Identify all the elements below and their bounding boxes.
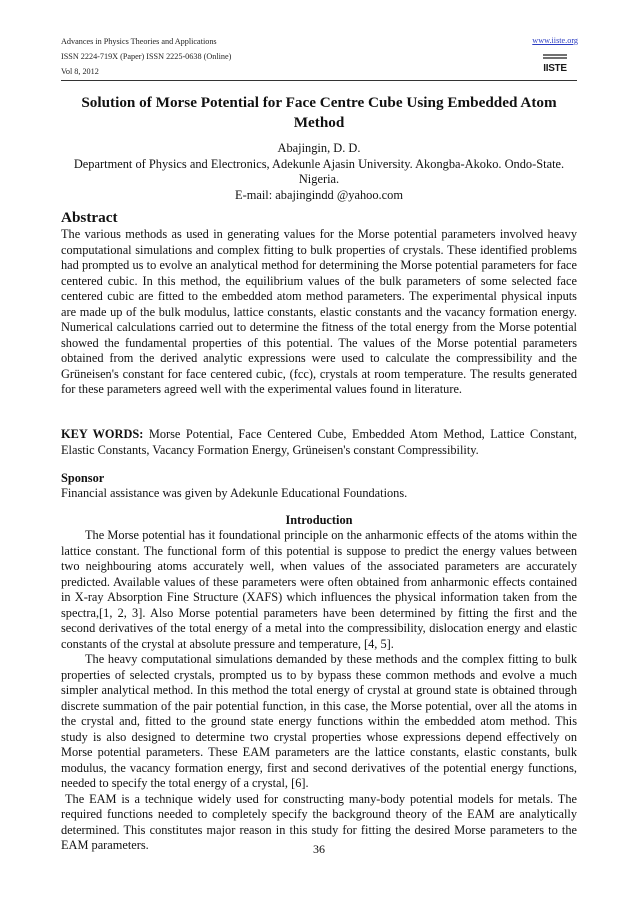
iiste-logo-icon [540,52,570,74]
introduction-body [61,528,577,854]
iiste-logo [540,52,570,74]
sponsor-block [61,486,577,502]
keywords-label: KEY WORDS: [61,427,144,441]
header-divider [61,80,577,81]
author-name: Abajingin, D. D. [277,141,361,155]
abstract-body [61,227,577,398]
intro-paragraph-3: The EAM is a technique widely used for constructing many-body potential models for metals. The required functions needed to completely specify the background theory of the EAM are analytically determined. This constitutes major reason in this study for fitting the desired Morse parameters to the EAM parameters. [61,791,577,852]
volume-line: Vol 8, 2012 [61,67,99,76]
keywords-text: Morse Potential, Face Centered Cube, Embedded Atom Method, Lattice Constant, Elastic Constants, Vacancy Formation Energy, Grüneisen's constant Compressibility. [61,427,578,457]
abstract-heading: Abstract [61,209,118,226]
keywords-block [61,427,577,458]
paper-title: Solution of Morse Potential for Face Centre Cube Using Embedded Atom Method [81,94,557,131]
introduction-heading: Introduction [285,513,353,527]
author-block [61,141,577,203]
journal-name: Advances in Physics Theories and Applications [61,37,217,46]
intro-paragraph-1: The Morse potential has it foundational principle on the anharmonic effects of the atoms within the lattice constant. The functional form of this potential is suppose to predict the energy values between two neighbouring atoms accurately well, when values of the associated parameters are accurately predicted. Available values of these parameters were often obtained from anharmonic effects contained in X-ray Absorption Fine Structure (XAFS) which influences the physical information taken from the spectra,[1, 2, 3]. Also Morse potential parameters have been determined by fitting the first and the second derivatives of the total energy of a metal into the compressibility, dislocation energy and elastic constants of the crystal at absolute pressure and temperature, [4, 5]. [61,528,577,651]
author-email: E-mail: abajingindd @yahoo.com [235,187,403,202]
sponsor-heading: Sponsor [61,471,105,485]
page-number: 36 [313,842,325,856]
author-affiliation: Department of Physics and Electronics, Adekunle Ajasin University. Akongba-Akoko. Ondo-State. Nigeria. [73,156,565,186]
issn-line: ISSN 2224-719X (Paper) ISSN 2225-0638 (Online) [61,52,232,61]
sponsor-text: Financial assistance was given by Adekunle Educational Foundations. [61,486,408,500]
logo-lettering: IISTE [543,63,567,74]
journal-url-link[interactable]: www.iiste.org [532,36,578,45]
abstract-text: The various methods as used in generating values for the Morse potential parameters involved heavy computational simulations and complex fitting to bulk properties of crystals. These identified problems had prompted us to evolve an analytical method for determining the Morse potential parameters for face centered cubic. In this method, the equilibrium values of the bulk parameters of some selected face centered cubic are fitted to the embedded atom method parameters. The experimental physical inputs are made up of the bulk modulus, lattice constants, elastic constants and the vacancy formation energy. Numerical calculations carried out to determine the fitness of the total energy from the Morse potential showed the fundamental properties of this potential. The values of the Morse potential parameters obtained from the derived analytic expressions were used to calculate the compressibility and the Grüneisen's constant for face centered cubic, (fcc), crystals at room temperature. The results generated for these parameters agreed well with the experimental values found in literature. [61,227,577,396]
intro-paragraph-2: The heavy computational simulations demanded by these methods and the complex fitting to bulk properties of selected crystals, prompted us to by bypass these common methods and evolve a much simpler analytical method. In this method the total energy of crystal at ground state is obtained through discrete summation of the pair potential function, in this case, the Morse potential, over all the atoms in the crystal and, fitted to the ground state energy functions within the embedded atom method. This study is also designed to determine two crystal properties whose expressions depend effectively on Morse potential parameters. These EAM parameters are the lattice constants, elastic constants, bulk modulus, the vacancy formation energy, first and second derivatives of the potential energy functions, needed to specify the total energy of a crystal, [6]. [61,652,577,790]
